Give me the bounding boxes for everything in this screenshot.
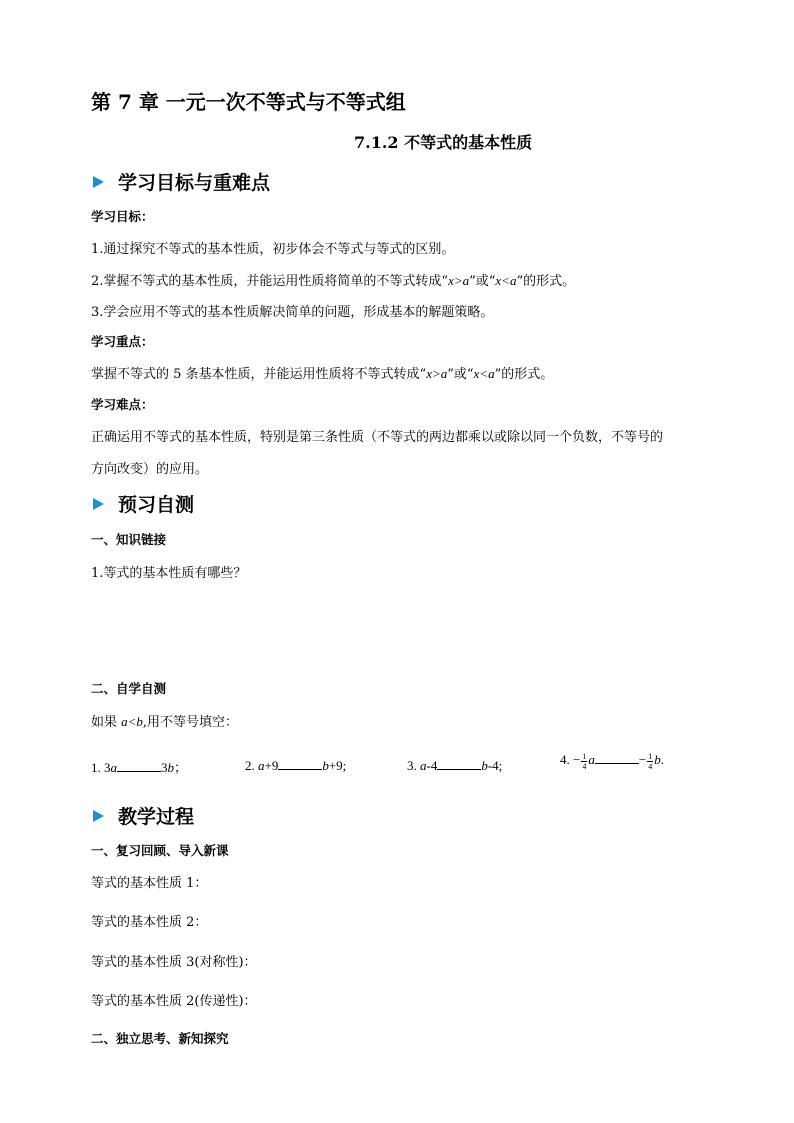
property-2: 等式的基本性质 2： <box>91 915 208 930</box>
heading-preview <box>91 490 194 517</box>
key-expr-lt: x<a <box>473 366 495 381</box>
key-text-a: 掌握不等式的 5 条基本性质，并能运用性质将不等式转成“ <box>91 367 427 382</box>
goal-2-expr-gt: x>a <box>448 273 470 288</box>
goal-2 <box>91 270 575 289</box>
exercise-var: b <box>167 760 174 775</box>
minus-sign: − <box>573 752 581 767</box>
condition-text-a: 如果 <box>91 715 122 730</box>
answer-blank[interactable] <box>117 759 161 772</box>
heading-process <box>91 802 194 829</box>
key-label: 学习重点： <box>91 334 154 349</box>
heading-objectives <box>91 168 270 195</box>
exercise-coefficient: 3 <box>161 760 168 775</box>
exercise-3 <box>407 757 502 774</box>
triangle-bullet-icon <box>93 176 104 188</box>
property-3: 等式的基本性质 3(对称性)： <box>91 955 257 970</box>
fraction-numerator: 1 <box>648 751 653 761</box>
key-expr-gt: x>a <box>426 366 448 381</box>
triangle-bullet-icon <box>93 498 104 510</box>
difficult-line-2: 方向改变）的应用。 <box>91 462 209 477</box>
heading-process-label: 教学过程 <box>118 806 195 828</box>
key-points <box>91 363 553 382</box>
exercise-var: a <box>420 758 427 773</box>
exercise-var: b <box>481 758 488 773</box>
answer-blank[interactable] <box>595 751 639 764</box>
key-text-b: ”或“ <box>447 367 474 382</box>
fraction-denominator: 4 <box>582 761 587 771</box>
exercise-number: 4. <box>560 752 573 767</box>
condition-text-b: ,用不等号填空： <box>142 715 239 730</box>
exercise-tail: -4; <box>487 758 503 773</box>
exercise-4 <box>560 751 664 771</box>
goal-1: 1.通过探究不等式的基本性质，初步体会不等式与等式的区别。 <box>91 242 455 257</box>
exercise-2 <box>245 757 346 774</box>
heading-preview-label: 预习自测 <box>118 494 195 516</box>
exercise-tail: . <box>660 752 664 767</box>
exercise-number: 1. 3 <box>91 760 111 775</box>
exercise-number: 2. <box>245 758 258 773</box>
exercise-var: a <box>110 760 117 775</box>
answer-blank[interactable] <box>437 757 481 770</box>
fraction-numerator: 1 <box>582 751 587 761</box>
exercise-number: 3. <box>407 758 420 773</box>
goal-3: 3.学会应用不等式的基本性质解决简单的问题，形成基本的解题策略。 <box>91 305 494 320</box>
review-label: 一、复习回顾、导入新课 <box>91 843 229 858</box>
self-test-label: 二、自学自测 <box>91 681 167 696</box>
explore-label: 二、独立思考、新知探究 <box>91 1031 229 1046</box>
exercise-var: a <box>258 758 265 773</box>
answer-blank[interactable] <box>278 757 322 770</box>
property-1: 等式的基本性质 1： <box>91 876 208 891</box>
knowledge-label: 一、知识链接 <box>91 532 167 547</box>
difficult-label: 学习难点： <box>91 397 154 412</box>
goal-2-text-c: ”的形式。 <box>516 274 576 289</box>
goal-label: 学习目标： <box>91 209 154 224</box>
minus-sign: − <box>638 752 647 767</box>
goal-2-expr-lt: x<a <box>495 273 517 288</box>
difficult-line-1: 正确运用不等式的基本性质，特别是第三条性质（不等式的两边都乘以或除以同一个负数，不等号的 <box>91 430 664 445</box>
chapter-title: 第 7 章 一元一次不等式与不等式组 <box>91 90 406 114</box>
property-4: 等式的基本性质 2(传递性)： <box>91 994 257 1009</box>
triangle-bullet-icon <box>93 810 104 822</box>
exercise-var: b <box>322 758 329 773</box>
goal-2-text-b: ”或“ <box>469 274 496 289</box>
condition-expr: a<b <box>121 714 143 729</box>
goal-2-text-a: 2.掌握不等式的基本性质，并能运用性质将简单的不等式转成“ <box>91 274 449 289</box>
section-title: 7.1.2 不等式的基本性质 <box>354 133 533 152</box>
question-1: 1.等式的基本性质有哪些？ <box>91 566 247 581</box>
exercise-1 <box>91 757 187 776</box>
exercise-left-tail: -4 <box>426 758 438 773</box>
heading-objectives-label: 学习目标与重难点 <box>118 172 271 194</box>
condition <box>91 711 238 730</box>
key-text-c: ”的形式。 <box>494 367 554 382</box>
exercise-var: a <box>588 752 595 767</box>
exercise-left-tail: +9 <box>264 758 279 773</box>
fraction <box>581 752 587 771</box>
exercise-tail: +9; <box>328 758 347 773</box>
exercise-tail: ； <box>174 760 188 775</box>
fraction-denominator: 4 <box>648 761 653 771</box>
exercise-var: b <box>654 752 661 767</box>
fraction <box>647 752 653 771</box>
